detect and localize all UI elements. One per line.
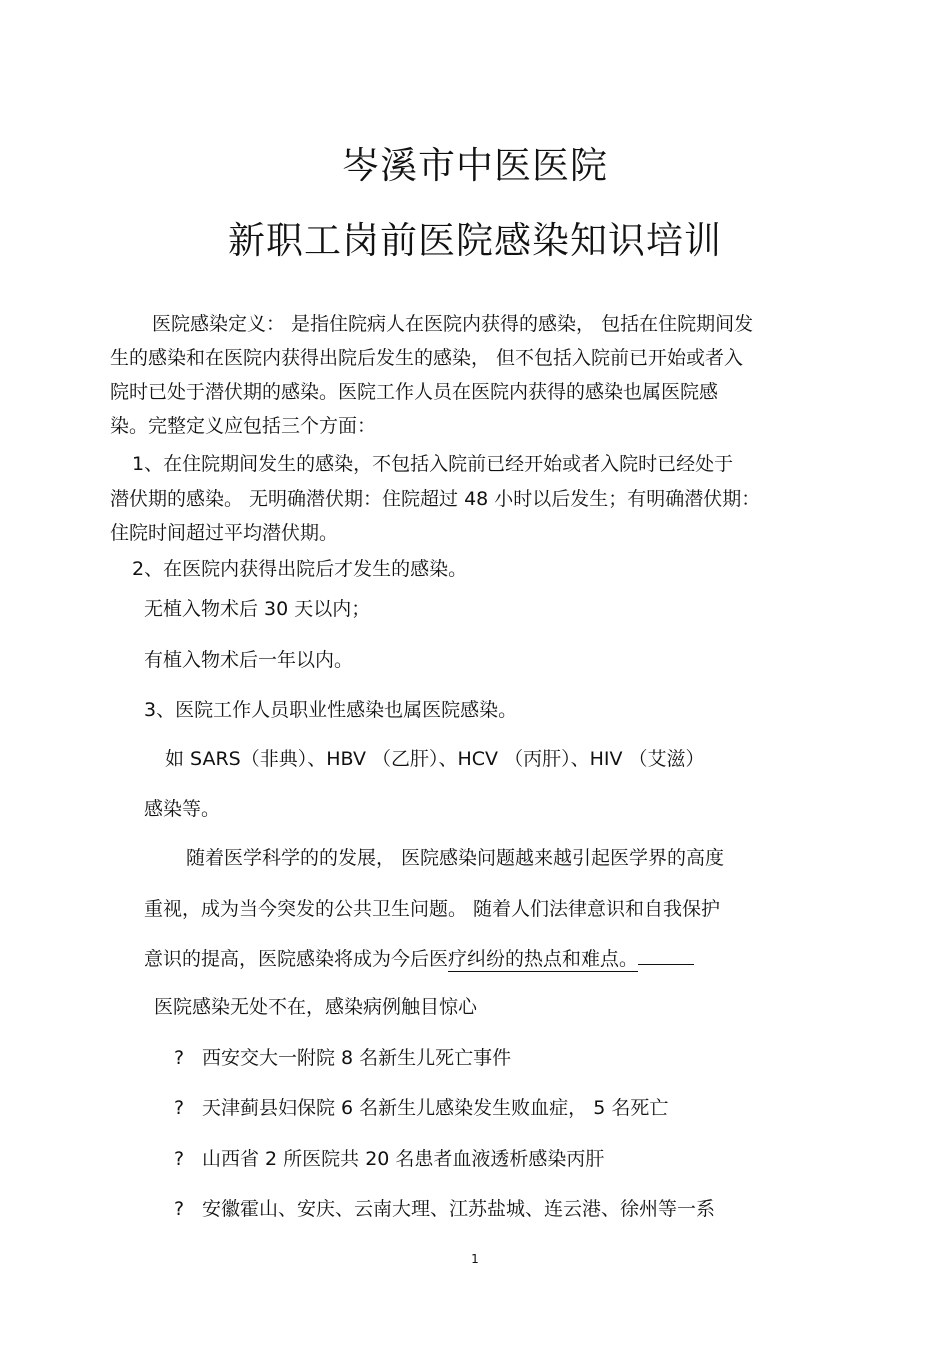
section-heading: 医院感染无处不在，感染病例触目惊心 <box>154 996 478 1018</box>
development-line-1: 随着医学科学的的发展， 医院感染问题越来越引起医学界的高度 <box>186 847 725 869</box>
bullet-marker: ? <box>174 1097 185 1119</box>
case-item: 安徽霍山、安庆、云南大理、江苏盐城、连云港、徐州等一系 <box>202 1198 716 1220</box>
bullet-marker: ? <box>174 1047 185 1069</box>
aspect-1-line-3: 住院时间超过平均潜伏期。 <box>110 522 339 544</box>
definition-line-3: 院时已处于潜伏期的感染。医院工作人员在医院内获得的感染也属医院感 <box>110 381 719 403</box>
underline-tail <box>638 946 694 965</box>
aspect-2-implant: 有植入物术后一年以内。 <box>144 649 354 671</box>
definition-line-1: 医院感染定义： 是指住院病人在医院内获得的感染， 包括在住院期间发 <box>152 313 754 335</box>
aspect-3: 3、医院工作人员职业性感染也属医院感染。 <box>144 699 518 721</box>
aspect-3-examples-end: 感染等。 <box>144 798 221 820</box>
case-item: 西安交大一附院 8 名新生儿死亡事件 <box>202 1047 512 1069</box>
case-item: 山西省 2 所医院共 20 名患者血液透析感染丙肝 <box>202 1148 605 1170</box>
aspect-1-line-1: 1、在住院期间发生的感染，不包括入院前已经开始或者入院时已经处于 <box>132 453 734 475</box>
definition-line-4: 染。完整定义应包括三个方面： <box>110 415 377 437</box>
aspect-1-line-2: 潜伏期的感染。 无明确潜伏期：住院超过 48 小时以后发生；有明确潜伏期： <box>110 488 761 510</box>
development-line-2: 重视，成为当今突发的公共卫生问题。 随着人们法律意识和自我保护 <box>144 898 721 920</box>
definition-line-2: 生的感染和在医院内获得出院后发生的感染， 但不包括入院前已开始或者入 <box>110 347 744 369</box>
development-line-3-text: 意识的提高，医院感染将成为今后医 <box>144 948 449 970</box>
aspect-2-no-implant: 无植入物术后 30 天以内； <box>144 598 371 620</box>
aspect-3-examples: 如 SARS（非典）、HBV （乙肝）、HCV （丙肝）、HIV （艾滋） <box>165 748 705 770</box>
underlined-text: 疗纠纷的热点和难点。 <box>448 948 639 970</box>
bullet-marker: ? <box>174 1148 185 1170</box>
hospital-name-title: 岑溪市中医医院 <box>342 144 608 187</box>
bullet-marker: ? <box>174 1198 185 1220</box>
aspect-2: 2、在医院内获得出院后才发生的感染。 <box>132 558 468 580</box>
page-number: 1 <box>471 1252 479 1266</box>
development-line-3 <box>144 946 694 971</box>
case-item: 天津蓟县妇保院 6 名新生儿感染发生败血症， 5 名死亡 <box>202 1097 669 1119</box>
training-title: 新职工岗前医院感染知识培训 <box>228 219 722 262</box>
